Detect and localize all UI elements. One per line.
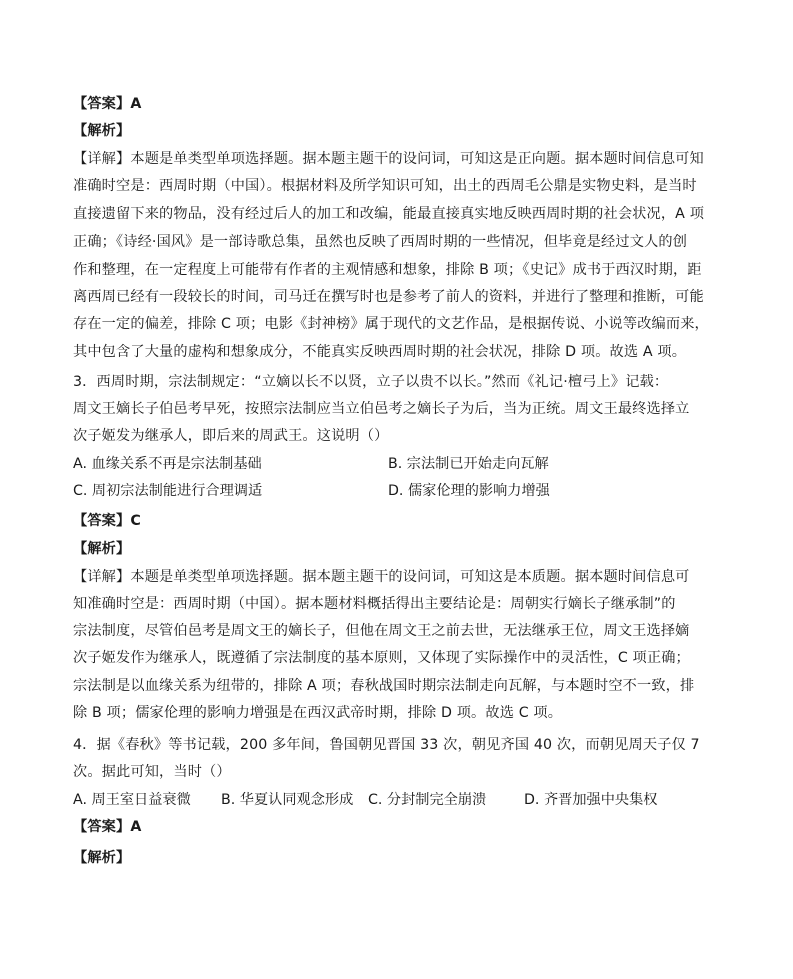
q4-analysis-heading: 【解析】 [73,850,131,866]
q3-stem-line: 次子姬发为继承人，即后来的周武王。这说明（） [73,428,389,444]
q3-option-a: A. 血缘关系不再是宗法制基础 [73,456,262,472]
q4-option-d: D. 齐晋加强中央集权 [524,792,658,808]
q2-answer: 【答案】A [73,96,142,112]
q3-option-d: D. 儒家伦理的影响力增强 [388,483,550,499]
q3-option-c: C. 周初宗法制能进行合理调适 [73,483,263,499]
q3-detail-line: 宗法制是以血缘关系为纽带的，排除 A 项；春秋战国时期宗法制走向瓦解，与本题时空不一致，排 [73,678,695,694]
q2-detail-line: 直接遗留下来的物品，没有经过后人的加工和改编，能最直接真实地反映西周时期的社会状况，A 项 [73,206,705,222]
q3-stem-line: 周文王嫡长子伯邑考早死，按照宗法制应当立伯邑考之嫡长子为后，当为正统。周文王最终选择立 [73,401,690,417]
q3-analysis-heading: 【解析】 [73,541,131,557]
q3-detail-line: 宗法制度，尽管伯邑考是周文王的嫡长子，但他在周文王之前去世，无法继承王位，周文王选择嫡 [73,623,690,639]
q4-answer: 【答案】A [73,819,142,835]
q2-detail-line: 存在一定的偏差，排除 C 项；电影《封神榜》属于现代的文艺作品，是根据传说、小说等改编而来， [73,316,709,332]
q4-option-c: C. 分封制完全崩溃 [368,792,487,808]
q2-detail-line: 正确；《诗经·国风》是一部诗歌总集，虽然也反映了西周时期的一些情况，但毕竟是经过文人的创 [73,234,688,250]
q2-detail-line: 【详解】本题是单类型单项选择题。据本题主题干的设问词，可知这是正向题。据本题时间信息可知 [73,151,704,167]
q3-stem-line: 3．西周时期，宗法制规定：“立嫡以长不以贤，立子以贵不以长。”然而《礼记·檀弓上》记载： [73,374,669,390]
q3-detail-line: 【详解】本题是单类型单项选择题。据本题主题干的设问词，可知这是本质题。据本题时间信息可 [73,569,690,585]
q4-stem-line: 次。据此可知，当时（） [73,764,231,780]
q3-detail-line: 知准确时空是：西周时期（中国）。据本题材料概括得出主要结论是：周朝实行嫡长子继承制”的 [73,596,676,612]
q2-detail-line: 其中包含了大量的虚构和想象成分，不能真实反映西周时期的社会状况，排除 D 项。故选 A 项。 [73,344,687,360]
q4-option-b: B. 华夏认同观念形成 [221,792,354,808]
q3-detail-line: 次子姬发作为继承人，既遵循了宗法制度的基本原则，又体现了实际操作中的灵活性，C 项正确； [73,650,690,666]
q4-stem-line: 4．据《春秋》等书记载，200 多年间，鲁国朝见晋国 33 次，朝见齐国 40 次，而朝见周天子仅 7 [73,737,700,753]
q2-analysis-heading: 【解析】 [73,123,131,139]
q2-detail-line: 准确时空是：西周时期（中国）。根据材料及所学知识可知，出土的西周毛公鼎是实物史料，是当时 [73,178,697,194]
q3-option-b: B. 宗法制已开始走向瓦解 [388,456,549,472]
q2-detail-line: 离西周已经有一段较长的时间，司马迁在撰写时也是参考了前人的资料，并进行了整理和推断，可能 [73,289,704,305]
q4-option-a: A. 周王室日益衰微 [73,792,191,808]
q3-answer: 【答案】C [73,513,141,529]
q2-detail-line: 作和整理，在一定程度上可能带有作者的主观情感和想象，排除 B 项；《史记》成书于西汉时期，距 [73,262,702,278]
q3-detail-line: 除 B 项；儒家伦理的影响力增强是在西汉武帝时期，排除 D 项。故选 C 项。 [73,705,563,721]
